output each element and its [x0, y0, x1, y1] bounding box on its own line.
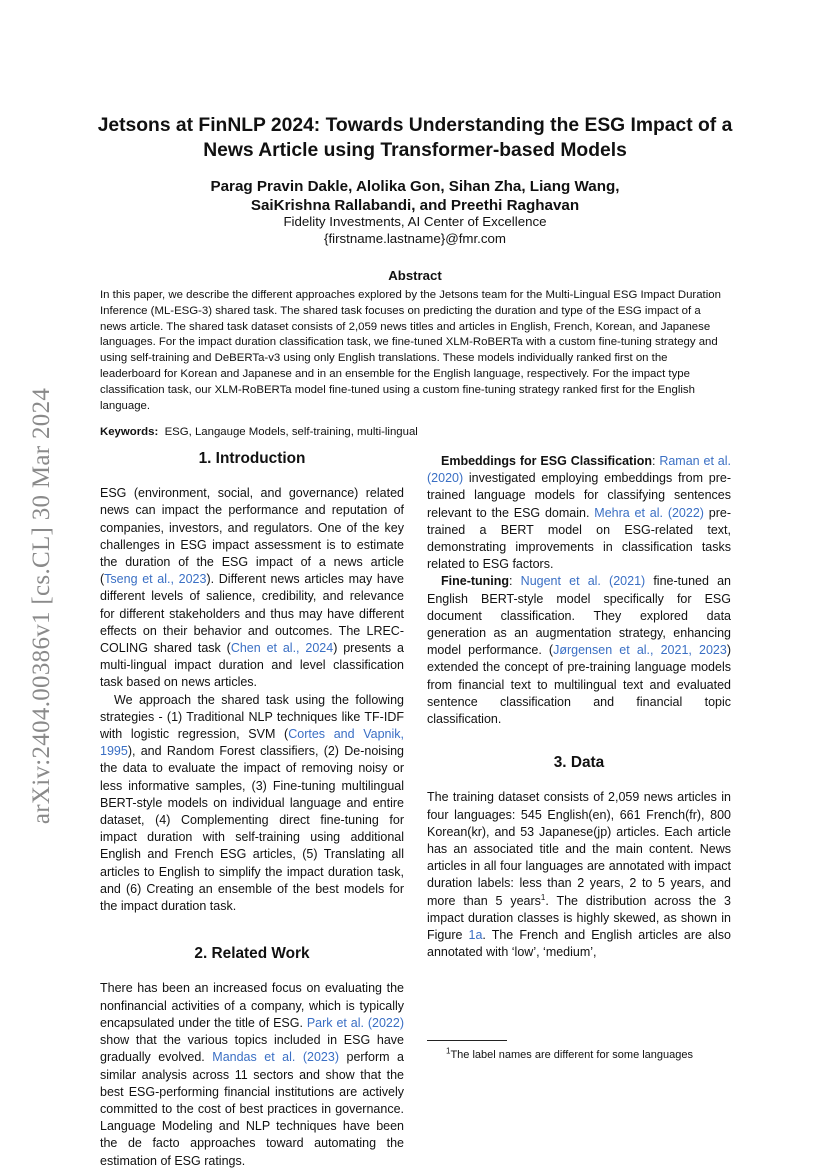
paper-title: Jetsons at FinNLP 2024: Towards Understanding the ESG Impact of a News Article using Transformer-based Models [97, 115, 733, 161]
author-line-2: SaiKrishna Rallabandi, and Preethi Raghavan [250, 197, 580, 214]
related-paragraph-2: Embeddings for ESG Classification: Raman et al. (2020) investigated employing embeddings from pre-trained language models for classifying sentences relevant to the ESG domain. Mehra et al. (2022) pre-trained a BERT model on ESG-related text, demonstrating improvements in classification tasks related to ESG factors. [427, 454, 732, 572]
citation-link[interactable]: Mehra et al. (2022) [594, 505, 704, 520]
affiliation: Fidelity Investments, AI Center of Excellence [283, 214, 547, 229]
footnote-divider [427, 1040, 507, 1041]
citation-link[interactable]: Mandas et al. (2023) [212, 1050, 339, 1065]
author-line-1: Parag Pravin Dakle, Alolika Gon, Sihan Zha, Liang Wang, [210, 178, 620, 195]
keywords [100, 425, 730, 440]
citation-link[interactable]: Chen et al., 2024 [230, 641, 334, 656]
section-heading-related-work: 2. Related Work [194, 945, 310, 963]
affiliation-block [90, 213, 740, 247]
related-paragraph-1: There has been an increased focus on evaluating the nonfinancial activities of a company, which is typically encapsulated under the title of ESG. Park et al. (2022) show that the various topics included in ESG have gradually evolved. Mandas et al. (2023) perform a similar analysis across 11 sectors and show that the best ESG-performing financial institutions are actively committed to the cost of best practices in governance. Language Modeling and NLP techniques have been the de facto approaches toward automating the estimation of ESG ratings. [100, 981, 405, 1168]
keywords-label: Keywords: [100, 426, 159, 438]
related-paragraph-3: Fine-tuning: Nugent et al. (2021) fine-tuned an English BERT-style model specifically for ESG document classification. They explored data generation as an augmentation strategy, enhancing model performance. (Jørgensen et al., 2021, 2023) extended the concept of pre-training language models from financial text to multilingual text and evaluated sentence classification and financial topic classification. [427, 574, 731, 727]
citation-link[interactable]: Tseng et al., 2023 [104, 572, 207, 587]
footnote-text: The label names are different for some languages [450, 1049, 694, 1061]
footnote-number: 1 [446, 1046, 451, 1056]
footnote [446, 1048, 746, 1062]
figure-link[interactable]: 1a [468, 928, 483, 943]
arxiv-stamp-text: arXiv:2404.00386v1 [cs.CL] 30 Mar 2024 [28, 387, 55, 825]
right-column [427, 453, 731, 961]
email: {firstname.lastname}@fmr.com [324, 231, 506, 246]
left-column [100, 450, 404, 1170]
citation-link[interactable]: Park et al. (2022) [306, 1015, 404, 1030]
arxiv-stamp [22, 362, 62, 850]
citation-link[interactable]: Nugent et al. (2021) [520, 574, 646, 589]
abstract-heading: Abstract [388, 268, 442, 283]
data-paragraph-1: The training dataset consists of 2,059 news articles in four languages: 545 English(en), 661 French(fr), 800 Korean(kr), and 53 Japanese(jp) articles. Each article has an associated title and the main content. News articles in all four languages are annotated with impact duration labels: less than 2 years, 2 to 5 years, and more than 5 years$^1$. The distribution across the 3 impact duration classes is highly skewed, as shown in Figure 1a. The French and English articles are also annotated with ‘low’, ‘medium’, [427, 790, 731, 960]
keywords-text: ESG, Langauge Models, self-training, multi-lingual [164, 426, 418, 438]
section-heading-data: 3. Data [553, 754, 605, 772]
citation-link[interactable]: Cortes and Vapnik, 1995 [100, 727, 404, 759]
intro-paragraph-2: We approach the shared task using the following strategies - (1) Traditional NLP techniques like TF-IDF with logistic regression, SVM (Cortes and Vapnik, 1995), and Random Forest classifiers, (2) De-noising the data to evaluate the impact of removing noisy or less informative samples, (3) Fine-tuning multilingual BERT-style models on individual language and entire dataset, (4) Complementing direct fine-tuning for impact duration with self-training using additional English and French ESG articles, (5) Translating all articles to English to simplify the impact duration task, and (6) Creating an ensemble of the best models for the impact duration task. [100, 692, 404, 914]
footnote-marker[interactable]: 1 [540, 892, 546, 902]
citation-link[interactable]: Raman et al. (2020) [427, 454, 731, 486]
citation-link[interactable]: Jørgensen et al., 2021, 2023 [553, 643, 727, 658]
section-heading-introduction: 1. Introduction [198, 450, 306, 467]
intro-paragraph-1: ESG (environment, social, and governance) related news can impact the performance and reputation of companies, investors, and regulators. One of the key challenges in ESG impact assessment is to estimate the duration of the ESG impact of a news article (Tseng et al., 2023). Different news articles may have different levels of salience, credibility, and relevance for different stakeholders and thus may have different effects on their behavior and outcomes. The LREC-COLING shared task (Chen et al., 2024) presents a multi-lingual impact duration and level classification task based on news articles. [100, 486, 404, 690]
abstract-text: In this paper, we describe the different approaches explored by the Jetsons team for the Multi-Lingual ESG Impact Duration Inference (ML-ESG-3) shared task. The shared task focuses on predicting the duration and type of the ESG impact of a news article. The shared task dataset consists of 2,059 news titles and articles in English, French, Korean, and Japanese languages. For the impact duration classification task, we fine-tuned XLM-RoBERTa with a custom fine-tuning strategy and using self-training and DeBERTa-v3 using only English translations. These models individually ranked first on the leaderboard for Korean and Japanese and in an ensemble for the English language, respectively. For the impact type classification task, our XLM-RoBERTa model fine-tuned using a custom fine-tuning strategy ranked first for the English language. [100, 289, 721, 412]
author-list [90, 177, 740, 215]
